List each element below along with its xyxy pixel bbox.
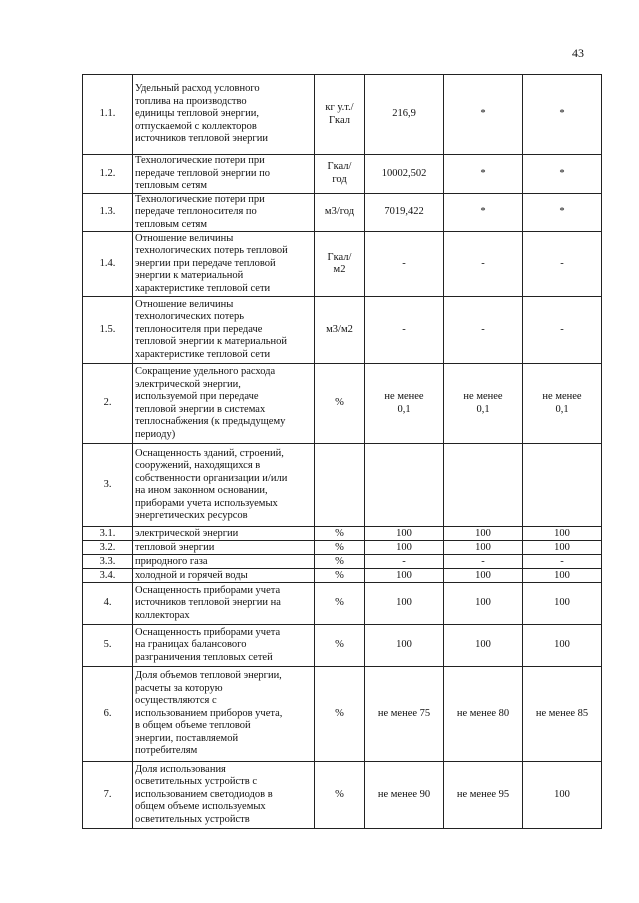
unit-of-measure-cell bbox=[315, 75, 365, 155]
row-number: 5. bbox=[103, 639, 112, 651]
value-year-1: - bbox=[402, 555, 406, 567]
value-year-1-cell bbox=[365, 444, 444, 527]
row-number-cell bbox=[83, 193, 133, 232]
unit-of-measure: % bbox=[335, 569, 344, 581]
value-year-3-cell bbox=[523, 762, 602, 829]
value-year-3-cell bbox=[523, 569, 602, 583]
row-number: 3.1. bbox=[99, 527, 116, 539]
value-year-1: не менее 90 bbox=[377, 788, 431, 800]
indicator-name-cell bbox=[133, 364, 315, 444]
value-year-2: 100 bbox=[475, 541, 491, 553]
value-year-3-cell bbox=[523, 193, 602, 232]
unit-of-measure: % bbox=[335, 397, 344, 409]
table-row bbox=[83, 569, 602, 583]
value-year-1-cell bbox=[365, 555, 444, 569]
value-year-3: 100 bbox=[554, 527, 570, 539]
value-year-3-cell bbox=[523, 527, 602, 541]
value-year-2-cell bbox=[444, 444, 523, 527]
row-number: 1.3. bbox=[99, 206, 116, 217]
value-year-2-cell bbox=[444, 193, 523, 232]
indicator-name-cell bbox=[133, 569, 315, 583]
value-year-1-cell bbox=[365, 527, 444, 541]
value-year-3-cell bbox=[523, 625, 602, 667]
unit-of-measure-cell bbox=[315, 232, 365, 297]
value-year-1-cell bbox=[365, 583, 444, 625]
value-year-3: * bbox=[559, 206, 565, 217]
value-year-2: 100 bbox=[475, 569, 491, 581]
row-number-cell bbox=[83, 555, 133, 569]
value-year-3: 100 bbox=[554, 788, 570, 800]
value-year-3-cell bbox=[523, 541, 602, 555]
value-year-2-cell bbox=[444, 667, 523, 762]
unit-of-measure-cell bbox=[315, 527, 365, 541]
value-year-2: не менее 80 bbox=[456, 707, 510, 719]
unit-of-measure: % bbox=[335, 527, 344, 539]
row-number-cell bbox=[83, 541, 133, 555]
unit-of-measure: м3/год bbox=[324, 206, 355, 217]
unit-of-measure: % bbox=[335, 639, 344, 651]
row-number-cell bbox=[83, 364, 133, 444]
unit-of-measure-cell bbox=[315, 193, 365, 232]
table-row bbox=[83, 555, 602, 569]
table-row bbox=[83, 193, 602, 232]
unit-of-measure: Гкал/ год bbox=[327, 161, 352, 185]
indicator-name-cell bbox=[133, 625, 315, 667]
value-year-3: 100 bbox=[554, 597, 570, 609]
value-year-1: 100 bbox=[396, 569, 412, 581]
value-year-3: 100 bbox=[554, 541, 570, 553]
value-year-2-cell bbox=[444, 75, 523, 155]
value-year-3-cell bbox=[523, 75, 602, 155]
indicator-name-cell bbox=[133, 193, 315, 232]
value-year-1-cell bbox=[365, 625, 444, 667]
unit-of-measure: % bbox=[335, 788, 344, 800]
value-year-2-cell bbox=[444, 555, 523, 569]
value-year-3: 100 bbox=[554, 569, 570, 581]
unit-of-measure-cell bbox=[315, 583, 365, 625]
unit-of-measure: % bbox=[335, 597, 344, 609]
unit-of-measure: м3/м2 bbox=[326, 323, 353, 335]
table-row bbox=[83, 527, 602, 541]
table-row bbox=[83, 444, 602, 527]
value-year-2-cell bbox=[444, 569, 523, 583]
value-year-2: * bbox=[480, 167, 486, 179]
value-year-1: 7019,422 bbox=[384, 206, 424, 217]
row-number: 6. bbox=[103, 707, 112, 719]
value-year-2: не менее 0,1 bbox=[463, 391, 503, 415]
value-year-3: не менее 85 bbox=[535, 707, 589, 719]
value-year-2-cell bbox=[444, 625, 523, 667]
value-year-3-cell bbox=[523, 232, 602, 297]
value-year-1: - bbox=[402, 323, 406, 335]
table-row bbox=[83, 75, 602, 155]
row-number-cell bbox=[83, 667, 133, 762]
indicator-name: Оснащенность приборами учета источников тепловой энергии на коллекторах bbox=[135, 584, 281, 621]
row-number-cell bbox=[83, 297, 133, 364]
value-year-3: 100 bbox=[554, 639, 570, 651]
value-year-1-cell bbox=[365, 297, 444, 364]
value-year-2: * bbox=[480, 206, 486, 217]
table-row bbox=[83, 541, 602, 555]
indicator-name-cell bbox=[133, 583, 315, 625]
table-row bbox=[83, 667, 602, 762]
table-row bbox=[83, 364, 602, 444]
unit-of-measure-cell bbox=[315, 297, 365, 364]
row-number: 3. bbox=[103, 478, 112, 490]
indicator-name: Отношение величины технологических потерь теплоносителя при передаче тепловой энергии к материальной характеристике тепловой сети bbox=[135, 298, 288, 360]
unit-of-measure-cell bbox=[315, 625, 365, 667]
table-row bbox=[83, 583, 602, 625]
unit-of-measure-cell bbox=[315, 762, 365, 829]
value-year-1-cell bbox=[365, 75, 444, 155]
unit-of-measure-cell bbox=[315, 444, 365, 527]
value-year-2: 100 bbox=[475, 639, 491, 651]
value-year-2: не менее 95 bbox=[456, 788, 510, 800]
unit-of-measure-cell bbox=[315, 555, 365, 569]
row-number-cell bbox=[83, 762, 133, 829]
row-number-cell bbox=[83, 444, 133, 527]
row-number: 2. bbox=[103, 397, 112, 409]
value-year-2-cell bbox=[444, 364, 523, 444]
indicator-name-cell bbox=[133, 444, 315, 527]
table-row bbox=[83, 625, 602, 667]
indicator-name-cell bbox=[133, 232, 315, 297]
value-year-2: 100 bbox=[475, 527, 491, 539]
row-number: 3.2. bbox=[99, 541, 116, 553]
value-year-3-cell bbox=[523, 583, 602, 625]
value-year-3: - bbox=[560, 323, 564, 335]
indicator-name-cell bbox=[133, 555, 315, 569]
indicator-name: природного газа bbox=[135, 555, 208, 567]
indicator-name-cell bbox=[133, 75, 315, 155]
unit-of-measure-cell bbox=[315, 155, 365, 194]
indicator-name-cell bbox=[133, 155, 315, 194]
value-year-3-cell bbox=[523, 555, 602, 569]
row-number-cell bbox=[83, 583, 133, 625]
value-year-1-cell bbox=[365, 232, 444, 297]
value-year-3: - bbox=[560, 257, 564, 269]
indicator-name: Отношение величины технологических потерь тепловой энергии при передаче тепловой энергии к материальной характеристике тепловой сети bbox=[135, 232, 288, 294]
value-year-1-cell bbox=[365, 364, 444, 444]
value-year-1: - bbox=[402, 257, 406, 269]
table-row bbox=[83, 155, 602, 194]
row-number: 3.3. bbox=[99, 555, 116, 567]
value-year-2: 100 bbox=[475, 597, 491, 609]
indicator-name: Доля использования осветительных устройств с использованием светодиодов в общем объеме используемых осветительных устройств bbox=[135, 763, 273, 825]
table-row bbox=[83, 762, 602, 829]
unit-of-measure: % bbox=[335, 555, 344, 567]
indicator-name: Технологические потери при передаче теплоносителя по тепловым сетям bbox=[135, 193, 265, 230]
value-year-3: не менее 0,1 bbox=[542, 391, 582, 415]
value-year-3-cell bbox=[523, 364, 602, 444]
indicator-name-cell bbox=[133, 541, 315, 555]
row-number-cell bbox=[83, 155, 133, 194]
value-year-3: * bbox=[559, 108, 565, 120]
value-year-1: 100 bbox=[396, 527, 412, 539]
value-year-3: * bbox=[559, 167, 565, 179]
indicator-name-cell bbox=[133, 762, 315, 829]
indicator-name: электрической энергии bbox=[135, 527, 239, 539]
value-year-1-cell bbox=[365, 762, 444, 829]
indicators-table bbox=[82, 74, 602, 829]
value-year-3-cell bbox=[523, 155, 602, 194]
value-year-1: 100 bbox=[396, 541, 412, 553]
unit-of-measure-cell bbox=[315, 364, 365, 444]
value-year-1-cell bbox=[365, 667, 444, 762]
indicator-name-cell bbox=[133, 667, 315, 762]
table-row bbox=[83, 232, 602, 297]
value-year-2-cell bbox=[444, 541, 523, 555]
unit-of-measure: кг у.т./ Гкал bbox=[325, 102, 354, 126]
value-year-1-cell bbox=[365, 193, 444, 232]
unit-of-measure-cell bbox=[315, 541, 365, 555]
indicator-name: Технологические потери при передаче тепловой энергии по тепловым сетям bbox=[135, 155, 271, 191]
row-number-cell bbox=[83, 569, 133, 583]
row-number: 1.1. bbox=[99, 108, 116, 120]
value-year-1-cell bbox=[365, 569, 444, 583]
value-year-3-cell bbox=[523, 444, 602, 527]
value-year-2-cell bbox=[444, 232, 523, 297]
value-year-1: не менее 0,1 bbox=[384, 391, 424, 415]
value-year-1: 100 bbox=[396, 639, 412, 651]
row-number: 7. bbox=[103, 788, 112, 800]
row-number: 1.2. bbox=[99, 167, 116, 179]
value-year-2-cell bbox=[444, 155, 523, 194]
value-year-2: - bbox=[481, 555, 485, 567]
indicator-name: Оснащенность приборами учета на границах балансового разграничения тепловых сетей bbox=[135, 626, 281, 663]
unit-of-measure: % bbox=[335, 707, 344, 719]
value-year-3-cell bbox=[523, 667, 602, 762]
value-year-1: не менее 75 bbox=[377, 707, 431, 719]
row-number-cell bbox=[83, 527, 133, 541]
indicator-name: Доля объемов тепловой энергии, расчеты за которую осуществляются с использованием приборов учета, в общем объеме тепловой энергии, поставляемой потребителям bbox=[135, 670, 283, 757]
value-year-2: - bbox=[481, 257, 485, 269]
value-year-1-cell bbox=[365, 155, 444, 194]
row-number-cell bbox=[83, 75, 133, 155]
row-number: 1.5. bbox=[99, 323, 116, 335]
value-year-2-cell bbox=[444, 297, 523, 364]
indicator-name: холодной и горячей воды bbox=[135, 569, 248, 581]
table-row bbox=[83, 297, 602, 364]
unit-of-measure: Гкал/ м2 bbox=[327, 251, 352, 275]
unit-of-measure-cell bbox=[315, 569, 365, 583]
indicator-name-cell bbox=[133, 527, 315, 541]
value-year-3: - bbox=[560, 555, 564, 567]
value-year-2-cell bbox=[444, 527, 523, 541]
row-number: 3.4. bbox=[99, 569, 116, 581]
indicator-name-cell bbox=[133, 297, 315, 364]
value-year-2-cell bbox=[444, 762, 523, 829]
value-year-3-cell bbox=[523, 297, 602, 364]
row-number: 4. bbox=[103, 597, 112, 609]
row-number-cell bbox=[83, 232, 133, 297]
value-year-1: 10002,502 bbox=[381, 167, 427, 179]
value-year-1: 216,9 bbox=[392, 108, 416, 120]
page-number: 43 bbox=[572, 46, 584, 60]
unit-of-measure-cell bbox=[315, 667, 365, 762]
value-year-2: * bbox=[480, 108, 486, 120]
row-number-cell bbox=[83, 625, 133, 667]
value-year-2-cell bbox=[444, 583, 523, 625]
indicator-name: Сокращение удельного расхода электрической энергии, используемой при передаче тепловой энергии в системах теплоснабжения (к предыдущему периоду) bbox=[135, 366, 286, 440]
value-year-2: - bbox=[481, 323, 485, 335]
value-year-1: 100 bbox=[396, 597, 412, 609]
indicator-name: Оснащенность зданий, строений, сооружений, находящихся в собственности организации и/или на ином законном основании, приборами учета используемых энергетических ресурсов bbox=[135, 447, 288, 521]
unit-of-measure: % bbox=[335, 541, 344, 553]
indicator-name: Удельный расход условного топлива на производство единицы тепловой энергии, отпускаемой с коллекторов источников тепловой энергии bbox=[135, 83, 268, 145]
row-number: 1.4. bbox=[99, 257, 116, 269]
value-year-1-cell bbox=[365, 541, 444, 555]
indicator-name: тепловой энергии bbox=[135, 541, 215, 553]
